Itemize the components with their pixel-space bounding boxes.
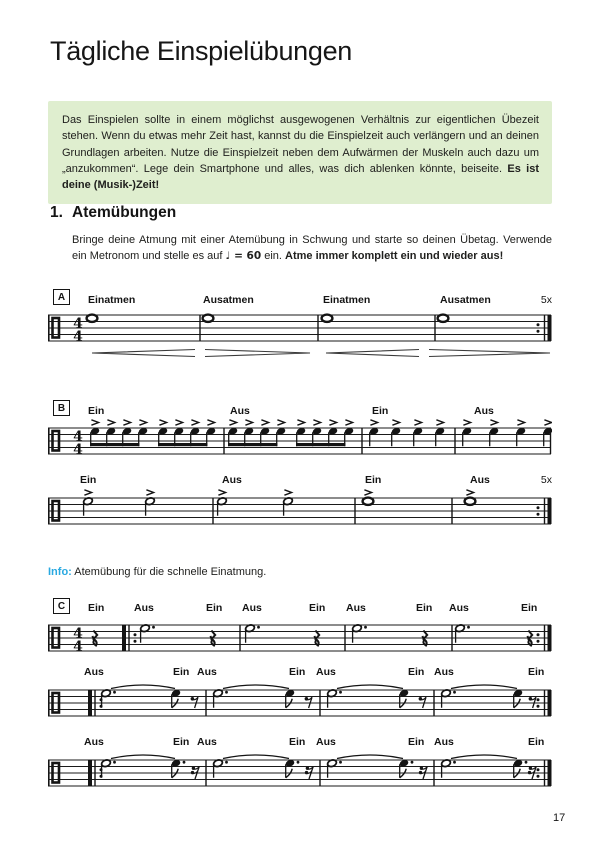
intro-text: Das Einspielen sollte in einem möglichst ausgewogenen Verhältnis zur eigentlichen Übezeit stehen. Wenn du etwas mehr Zeit hast, kannst du die Einspielzeit auch verlängern und an deinen Grundlagen arbeiten. Nutze die Einspielzeit neben dem Aufwärmen der Muskeln auch dazu um „anzukommen“. Lege dein Smartphone und alles, was dich ablenken könnte, beiseite. bbox=[62, 114, 539, 175]
intro-box bbox=[48, 101, 552, 204]
exercise-b-label: B bbox=[53, 400, 70, 416]
breath-mark: Ausatmen bbox=[440, 294, 491, 306]
breath-mark: Ein bbox=[88, 602, 105, 614]
breath-mark: Ein bbox=[88, 405, 105, 417]
breath-mark: Aus bbox=[316, 666, 336, 678]
accents bbox=[91, 420, 551, 425]
breath-mark: Aus bbox=[434, 736, 454, 748]
breath-mark: Aus bbox=[84, 736, 104, 748]
breath-mark: Aus bbox=[197, 736, 217, 748]
breath-mark: Ein bbox=[173, 666, 190, 678]
notes bbox=[101, 689, 536, 708]
staff-c3-notation bbox=[48, 750, 552, 790]
breath-mark: Ein bbox=[416, 602, 433, 614]
info-note bbox=[48, 566, 266, 578]
breath-mark: Ein bbox=[365, 474, 382, 486]
breath-mark: Ein bbox=[289, 666, 306, 678]
staff-c1-notation bbox=[48, 622, 552, 658]
repeat-count: 5x bbox=[540, 294, 552, 306]
body-text-bold: Atme immer komplett ein und wieder aus! bbox=[285, 250, 504, 263]
svg-text:4: 4 bbox=[73, 428, 83, 445]
decrescendo-icon bbox=[429, 350, 550, 357]
notes bbox=[87, 315, 449, 322]
breath-mark: Ein bbox=[289, 736, 306, 748]
breath-mark: Einatmen bbox=[323, 294, 371, 306]
exercise-c2-marks bbox=[48, 666, 552, 680]
body-text-1: Bringe deine Atmung mit einer Atemübung in Schwung und starte so deinen Übetag. Verwende ein Metronom und stelle es auf bbox=[72, 234, 552, 263]
page-number: 17 bbox=[553, 812, 566, 824]
decrescendo-icon bbox=[205, 350, 310, 357]
exercise-c-label: C bbox=[53, 598, 70, 614]
exercise-c3-marks bbox=[48, 736, 552, 750]
breath-mark: Aus bbox=[84, 666, 104, 678]
breath-mark: Ein bbox=[372, 405, 389, 417]
breath-mark: Aus bbox=[230, 405, 250, 417]
repeat-count: 5x bbox=[540, 474, 552, 486]
section-body bbox=[72, 232, 552, 265]
notes bbox=[83, 497, 476, 516]
svg-text:4: 4 bbox=[73, 625, 83, 642]
breath-mark: Ein bbox=[80, 474, 97, 486]
page-title: Tägliche Einspielübungen bbox=[50, 36, 353, 66]
svg-text:4: 4 bbox=[73, 315, 83, 332]
staff-a-notation bbox=[48, 312, 552, 364]
breath-mark: Aus bbox=[346, 602, 366, 614]
breath-mark: Ein bbox=[408, 666, 425, 678]
staff-b2-notation bbox=[48, 486, 552, 536]
breath-mark: Aus bbox=[474, 405, 494, 417]
breath-mark: Aus bbox=[434, 666, 454, 678]
breath-mark: Ein bbox=[528, 666, 545, 678]
breath-mark: Ein bbox=[521, 602, 538, 614]
breath-mark: Einatmen bbox=[88, 294, 136, 306]
section-number: 1. bbox=[50, 204, 63, 221]
notes bbox=[90, 427, 552, 446]
svg-text:4: 4 bbox=[73, 328, 83, 345]
exercise-a-label: A bbox=[53, 289, 70, 305]
breath-mark: Aus bbox=[316, 736, 336, 748]
breath-mark: Ausatmen bbox=[203, 294, 254, 306]
breath-mark: Ein bbox=[408, 736, 425, 748]
ties bbox=[111, 755, 517, 759]
hairpins bbox=[92, 350, 550, 357]
time-signature bbox=[73, 429, 83, 458]
ties bbox=[111, 685, 517, 689]
breath-mark: Ein bbox=[528, 736, 545, 748]
intro-text-bold: Es ist deine (Musik-)Zeit! bbox=[62, 162, 539, 192]
breath-mark: Aus bbox=[470, 474, 490, 486]
breath-mark: Ein bbox=[309, 602, 326, 614]
crescendo-icon bbox=[92, 350, 195, 357]
section-heading bbox=[50, 204, 176, 222]
info-text: Atemübung für die schnelle Einatmung. bbox=[74, 566, 267, 578]
breath-mark: Ein bbox=[173, 736, 190, 748]
breath-mark: Aus bbox=[134, 602, 154, 614]
section-title: Atemübungen bbox=[72, 204, 177, 221]
exercise-a-marks bbox=[48, 294, 552, 308]
body-text-2: ein. bbox=[264, 250, 282, 263]
breath-mark: Ein bbox=[206, 602, 223, 614]
svg-text:4: 4 bbox=[73, 441, 83, 458]
breath-mark: Aus bbox=[222, 474, 242, 486]
staff-b1-notation bbox=[48, 416, 552, 466]
notes bbox=[140, 624, 532, 646]
info-label: Info: bbox=[48, 566, 72, 578]
exercise-c1-marks bbox=[48, 602, 552, 616]
crescendo-icon bbox=[326, 350, 419, 357]
breath-mark: Aus bbox=[449, 602, 469, 614]
time-signature bbox=[73, 626, 83, 655]
time-signature bbox=[73, 316, 83, 345]
breath-mark: Aus bbox=[197, 666, 217, 678]
notes bbox=[101, 759, 536, 779]
breath-mark: Aus bbox=[242, 602, 262, 614]
staff-c2-notation bbox=[48, 680, 552, 720]
svg-text:4: 4 bbox=[73, 638, 83, 655]
accents bbox=[84, 490, 473, 495]
tempo-marking: ♩ = 60 bbox=[225, 250, 262, 263]
